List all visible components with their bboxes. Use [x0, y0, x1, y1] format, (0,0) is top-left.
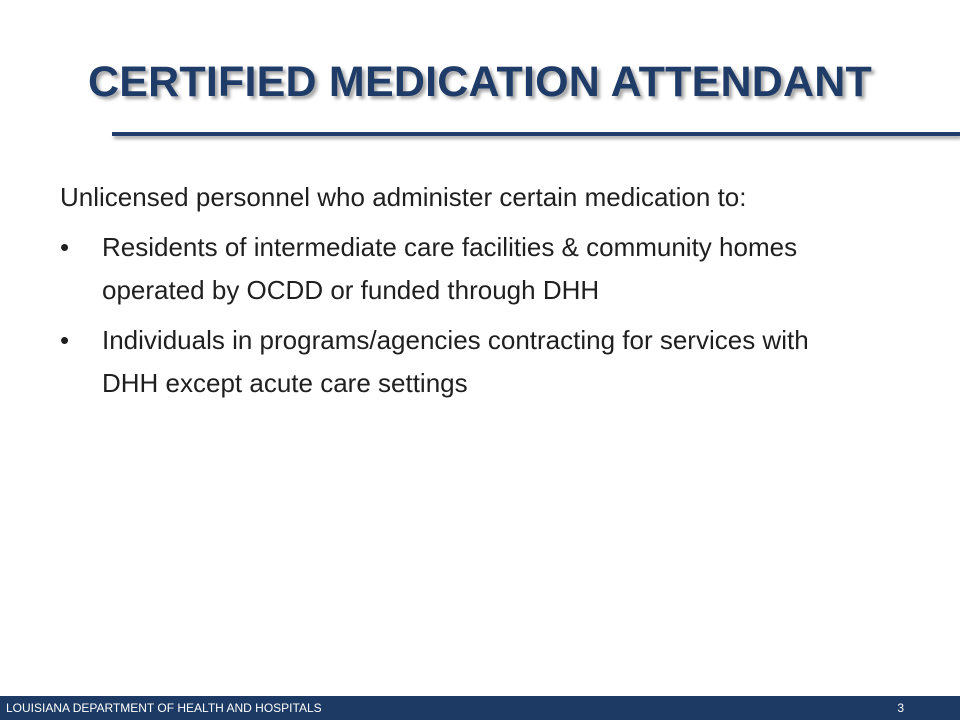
footer-bar — [0, 696, 960, 720]
bullet-list — [60, 226, 850, 405]
list-item — [60, 319, 850, 405]
footer-organization: LOUISIANA DEPARTMENT OF HEALTH AND HOSPITALS — [6, 701, 322, 715]
page-number: 3 — [897, 701, 904, 715]
title-underline — [112, 132, 960, 136]
intro-text: Unlicensed personnel who administer certain medication to: — [60, 182, 747, 212]
bullet-icon: • — [60, 232, 70, 262]
list-item — [60, 226, 850, 312]
bullet-text: Residents of intermediate care facilities & community homes operated by OCDD or funded through DHH — [102, 232, 798, 305]
bullet-text: Individuals in programs/agencies contracting for services with DHH except acute care settings — [102, 325, 809, 398]
bullet-icon: • — [60, 325, 70, 355]
slide-title: CERTIFIED MEDICATION ATTENDANT — [88, 58, 872, 106]
slide-body — [60, 176, 850, 412]
